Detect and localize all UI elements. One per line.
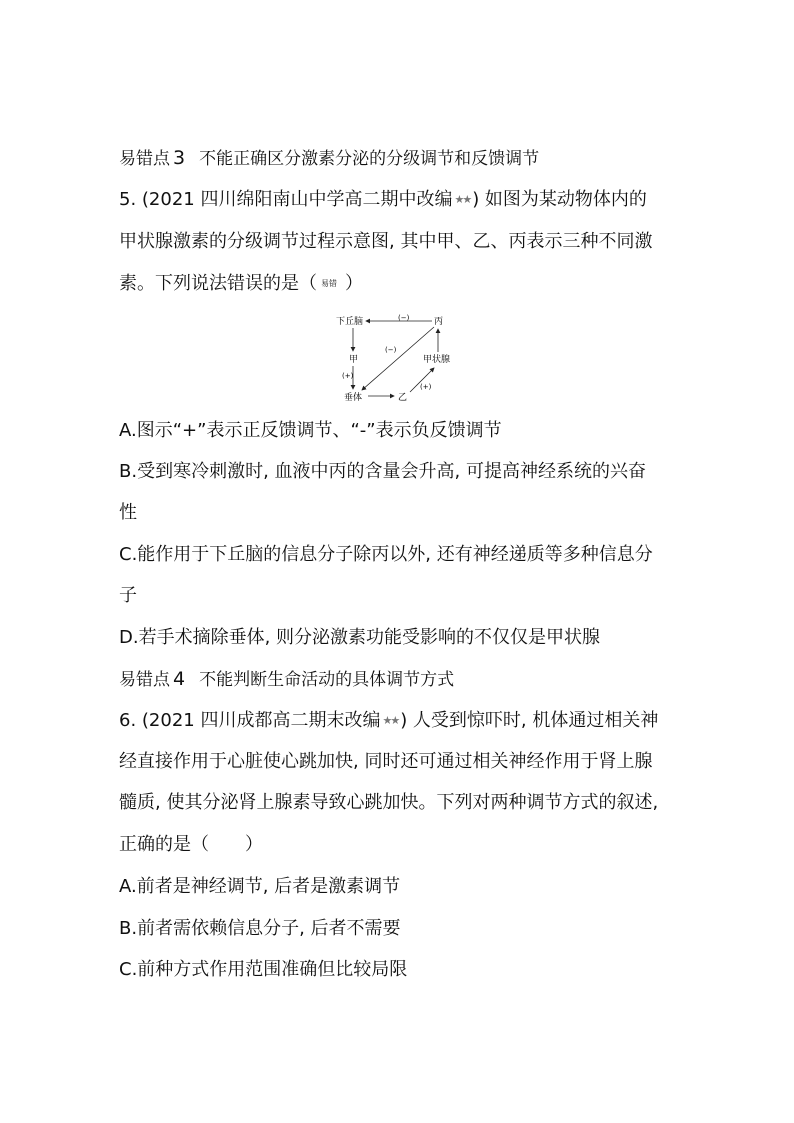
question-6-option-b[interactable]: B.前者需依赖信息分子, 后者不需要: [119, 918, 401, 939]
question-source: 6. (2021 四川成都高二期末改编: [119, 710, 381, 731]
question-6-line-1: [119, 709, 658, 733]
hormone-regulation-diagram: [330, 308, 470, 408]
question-6-line-3: 髓质, 使其分泌肾上腺素导致心跳加快。下列对两种调节方式的叙述,: [119, 792, 659, 813]
question-6-line-4: 正确的是（ ）: [119, 834, 263, 855]
question-6-option-a[interactable]: A.前者是神经调节, 后者是激素调节: [119, 876, 401, 897]
node-jia: 甲: [349, 355, 359, 365]
question-5-option-b[interactable]: B.受到寒冷刺激时, 血液中丙的含量会升高, 可提高神经系统的兴奋: [119, 461, 646, 482]
question-5-line-3: [119, 272, 363, 296]
node-pituitary: 垂体: [344, 393, 363, 403]
node-yi: 乙: [398, 393, 408, 403]
question-5-option-d[interactable]: D.若手术摘除垂体, 则分泌激素功能受影响的不仅仅是甲状腺: [119, 627, 601, 648]
question-5-option-b-cont: 性: [119, 502, 137, 523]
section-number: 4: [173, 668, 186, 690]
section-label: 易错点: [119, 149, 170, 169]
question-6-option-c[interactable]: C.前种方式作用范围准确但比较局限: [119, 959, 408, 980]
section-heading-3: [119, 146, 539, 171]
question-source: 5. (2021 四川绵阳南山中学高二期中改编: [119, 189, 453, 210]
section-title: 不能正确区分激素分泌的分级调节和反馈调节: [199, 149, 540, 169]
difficulty-stars-icon: ★★: [382, 714, 399, 727]
answer-blank: ）: [345, 273, 363, 294]
section-heading-4: [119, 667, 454, 692]
label-negative-1: (−): [398, 314, 410, 322]
section-label: 易错点: [119, 670, 170, 690]
label-negative-2: (−): [385, 346, 397, 354]
question-5-line-1: [119, 188, 647, 212]
error-prone-tag: 易错: [321, 279, 337, 288]
question-text: ) 如图为某动物体内的: [472, 189, 647, 210]
question-5-option-c-cont: 子: [119, 585, 137, 606]
question-text: ) 人受到惊吓时, 机体通过相关神: [400, 710, 659, 731]
question-5-option-c[interactable]: C.能作用于下丘脑的信息分子除丙以外, 还有神经递质等多种信息分: [119, 544, 653, 565]
node-bing: 丙: [434, 317, 444, 327]
node-hypothalamus: 下丘脑: [336, 317, 364, 327]
section-number: 3: [173, 147, 186, 169]
node-thyroid: 甲状腺: [423, 355, 451, 365]
question-5-option-a[interactable]: A.图示“+”表示正反馈调节、“-”表示负反馈调节: [119, 420, 502, 441]
difficulty-stars-icon: ★★: [454, 193, 471, 206]
section-title: 不能判断生命活动的具体调节方式: [199, 670, 455, 690]
question-5-line-2: 甲状腺激素的分级调节过程示意图, 其中甲、乙、丙表示三种不同激: [119, 231, 653, 252]
question-text: 素。下列说法错误的是（: [119, 273, 317, 294]
label-positive-1: (+): [342, 372, 354, 380]
question-6-line-2: 经直接作用于心脏使心跳加快, 同时还可通过相关神经作用于肾上腺: [119, 751, 653, 772]
label-positive-2: (+): [420, 383, 432, 391]
